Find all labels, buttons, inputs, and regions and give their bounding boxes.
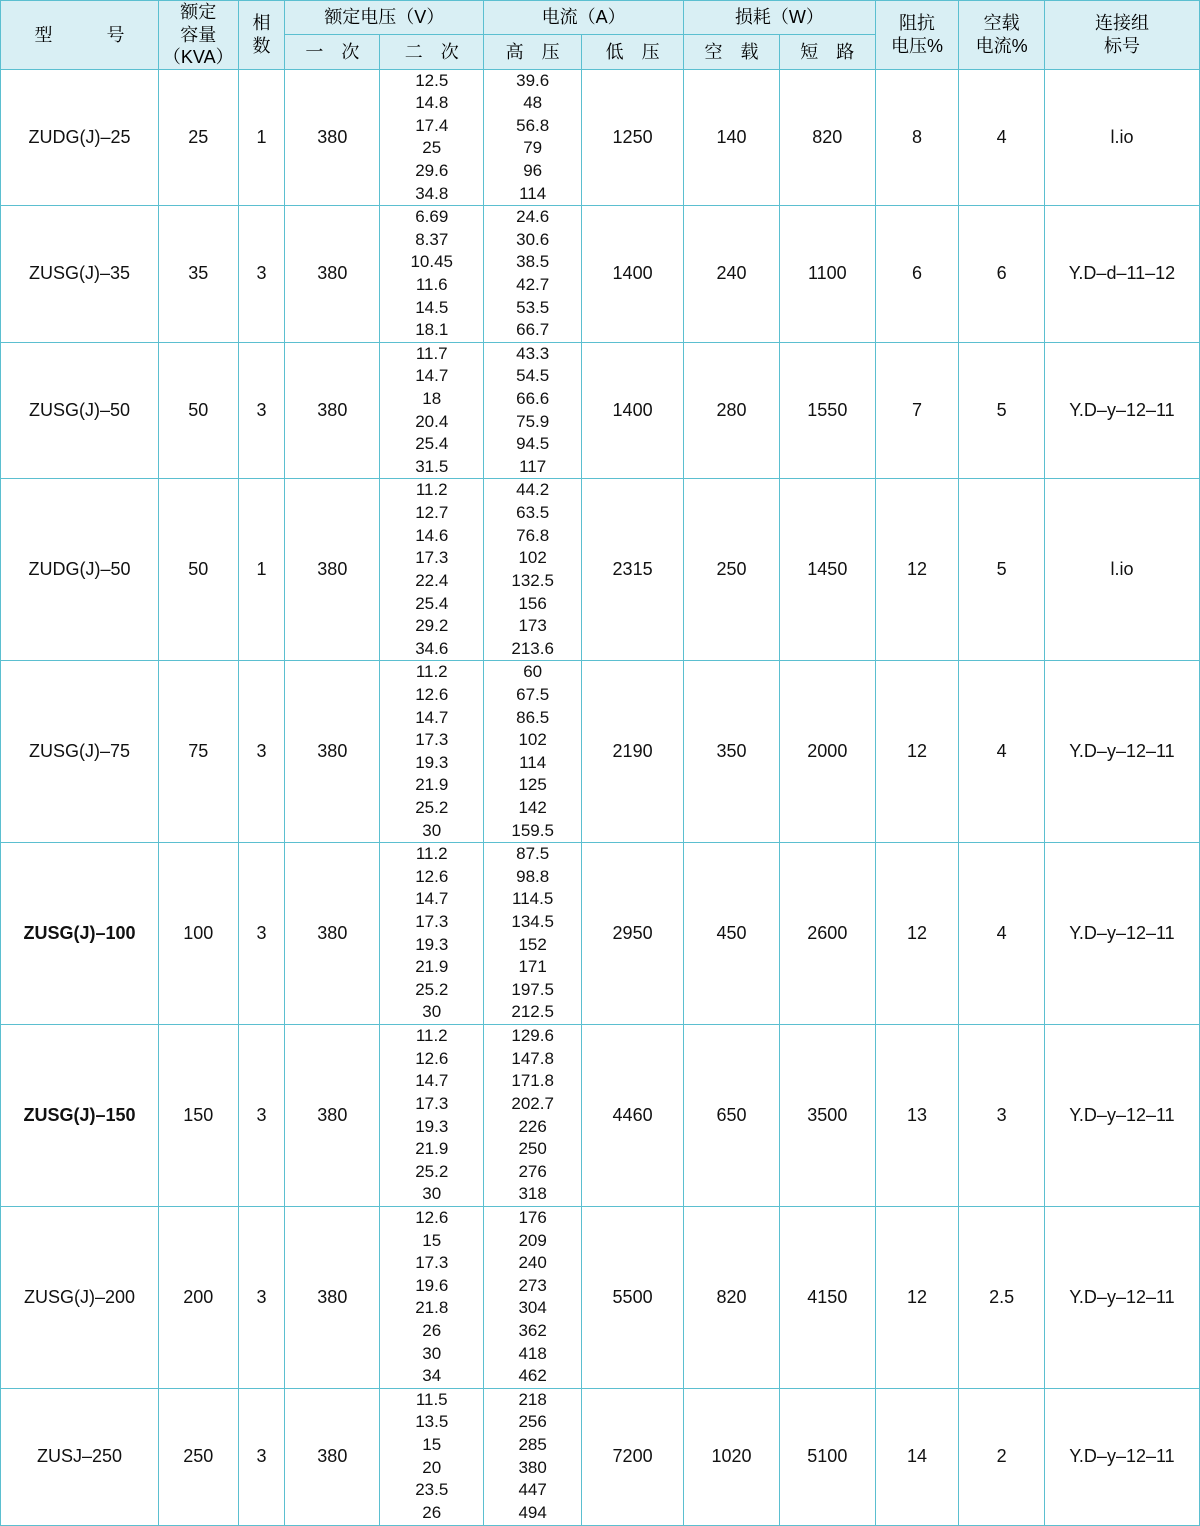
cell-secondary-voltage (380, 342, 484, 479)
value-item: 96 (523, 160, 543, 180)
value-item: 30.6 (516, 229, 550, 249)
table-row (1, 1025, 1200, 1207)
cell-impedance: 12 (875, 479, 959, 661)
value-item: 14.8 (415, 93, 449, 113)
value-item: 218 (518, 1389, 547, 1409)
value-item: 318 (518, 1184, 547, 1204)
cell-low-voltage-current: 2190 (582, 661, 684, 843)
value-item: 43.3 (516, 343, 550, 363)
value-item: 21.8 (415, 1298, 449, 1318)
value-item: 17.4 (415, 115, 449, 135)
value-item: 12.6 (415, 866, 449, 886)
cell-capacity: 75 (159, 661, 239, 843)
cell-secondary-voltage (380, 843, 484, 1025)
cell-no-load-loss: 450 (684, 843, 780, 1025)
cell-no-load-loss: 240 (684, 206, 780, 343)
cell-primary-voltage: 380 (285, 661, 380, 843)
cell-model: ZUDG(J)–25 (1, 69, 159, 206)
value-item: 14.7 (415, 707, 449, 727)
value-item: 17.3 (415, 912, 449, 932)
cell-no-load-loss: 250 (684, 479, 780, 661)
value-item: 447 (518, 1480, 547, 1500)
value-item: 66.7 (516, 320, 550, 340)
value-item: 494 (518, 1502, 547, 1522)
cell-short-circuit-loss: 1100 (779, 206, 875, 343)
header-connection-group: 连接组 标号 (1044, 1, 1199, 70)
cell-high-voltage-current (484, 206, 582, 343)
value-item: 29.2 (415, 616, 449, 636)
cell-connection-group: Y.D–d–11–12 (1044, 206, 1199, 343)
value-item: 29.6 (415, 160, 449, 180)
header-high-voltage: 高 压 (484, 35, 582, 69)
value-item: 117 (519, 456, 547, 476)
cell-secondary-voltage (380, 479, 484, 661)
value-item: 132.5 (511, 570, 554, 590)
cell-connection-group: Y.D–y–12–11 (1044, 661, 1199, 843)
table-header (1, 1, 1200, 70)
cell-no-load-loss: 140 (684, 69, 780, 206)
cell-high-voltage-current (484, 342, 582, 479)
cell-no-load-loss: 820 (684, 1206, 780, 1388)
cell-low-voltage-current: 4460 (582, 1025, 684, 1207)
value-item: 17.3 (415, 548, 449, 568)
cell-short-circuit-loss: 1550 (779, 342, 875, 479)
cell-phase: 3 (238, 1206, 285, 1388)
value-item: 14.6 (415, 525, 449, 545)
header-phase: 相 数 (238, 1, 285, 70)
value-item: 17.3 (415, 1093, 449, 1113)
cell-low-voltage-current: 5500 (582, 1206, 684, 1388)
value-item: 26 (422, 1502, 442, 1522)
value-item: 102 (518, 548, 547, 568)
value-item: 12.6 (415, 684, 449, 704)
cell-phase: 3 (238, 1025, 285, 1207)
cell-primary-voltage: 380 (285, 69, 380, 206)
value-item: 226 (518, 1116, 547, 1136)
cell-no-load-current: 4 (959, 69, 1045, 206)
value-item: 15 (422, 1230, 442, 1250)
cell-phase: 3 (238, 206, 285, 343)
cell-primary-voltage: 380 (285, 206, 380, 343)
cell-primary-voltage: 380 (285, 1388, 380, 1525)
value-item: 42.7 (516, 274, 550, 294)
table-body (1, 69, 1200, 1525)
value-item: 147.8 (511, 1048, 554, 1068)
value-item: 114.5 (512, 889, 554, 909)
value-item: 380 (518, 1457, 547, 1477)
value-item: 202.7 (511, 1093, 554, 1113)
table-row (1, 69, 1200, 206)
header-primary: 一 次 (285, 35, 380, 69)
cell-high-voltage-current (484, 843, 582, 1025)
cell-no-load-loss: 650 (684, 1025, 780, 1207)
value-item: 142 (518, 798, 547, 817)
value-item: 11.2 (415, 844, 448, 864)
cell-phase: 1 (238, 69, 285, 206)
cell-connection-group: Y.D–y–12–11 (1044, 1025, 1199, 1207)
cell-phase: 3 (238, 342, 285, 479)
value-item: 10.45 (410, 252, 453, 272)
cell-secondary-voltage (380, 206, 484, 343)
cell-high-voltage-current (484, 1206, 582, 1388)
value-item: 98.8 (516, 866, 550, 886)
value-item: 19.3 (415, 1116, 449, 1136)
value-item: 20.4 (415, 411, 449, 431)
value-item: 18.1 (415, 320, 449, 340)
value-item: 75.9 (516, 411, 550, 431)
table-row (1, 1206, 1200, 1388)
cell-no-load-loss: 1020 (684, 1388, 780, 1525)
value-item: 212.5 (511, 1002, 554, 1022)
value-item: 87.5 (516, 844, 550, 864)
header-no-load-current: 空载 电流% (959, 1, 1045, 70)
table-row (1, 843, 1200, 1025)
value-item: 34.6 (415, 638, 449, 658)
value-item: 14.7 (415, 1071, 449, 1091)
cell-short-circuit-loss: 820 (779, 69, 875, 206)
header-rated-voltage: 额定电压（V） (285, 1, 484, 35)
cell-phase: 3 (238, 843, 285, 1025)
cell-model: ZUSG(J)–100 (1, 843, 159, 1025)
value-item: 304 (518, 1298, 547, 1318)
value-item: 23.5 (415, 1480, 449, 1500)
value-item: 12.6 (415, 1207, 449, 1227)
cell-no-load-current: 5 (959, 342, 1045, 479)
value-item: 21.9 (415, 775, 449, 795)
value-item: 276 (518, 1161, 547, 1181)
cell-capacity: 200 (159, 1206, 239, 1388)
value-item: 76.8 (516, 525, 550, 545)
value-item: 14.7 (415, 889, 449, 909)
value-item: 285 (518, 1435, 547, 1455)
header-model: 型 号 (1, 1, 159, 70)
cell-model: ZUSJ–250 (1, 1388, 159, 1525)
cell-no-load-current: 2 (959, 1388, 1045, 1525)
cell-connection-group: Y.D–y–12–11 (1044, 843, 1199, 1025)
value-item: 63.5 (516, 503, 550, 523)
value-item: 125 (518, 775, 547, 795)
cell-no-load-current: 4 (959, 661, 1045, 843)
value-item: 34.8 (415, 183, 449, 203)
cell-no-load-current: 5 (959, 479, 1045, 661)
value-item: 11.2 (415, 1026, 448, 1046)
value-item: 17.3 (415, 1253, 449, 1273)
cell-short-circuit-loss: 5100 (779, 1388, 875, 1525)
value-item: 94.5 (516, 434, 550, 454)
value-item: 240 (518, 1253, 547, 1273)
value-item: 60 (523, 662, 543, 682)
header-capacity: 额定 容量 （KVA） (159, 1, 239, 70)
cell-capacity: 25 (159, 69, 239, 206)
value-item: 14.5 (415, 297, 449, 317)
cell-primary-voltage: 380 (285, 342, 380, 479)
header-no-load-loss: 空 载 (684, 35, 780, 69)
value-item: 38.5 (516, 252, 550, 272)
table-row (1, 661, 1200, 843)
value-item: 25.4 (415, 593, 449, 613)
value-item: 114 (519, 752, 547, 772)
value-item: 25.2 (415, 1161, 449, 1181)
cell-impedance: 12 (875, 843, 959, 1025)
value-item: 66.6 (516, 389, 550, 409)
cell-short-circuit-loss: 1450 (779, 479, 875, 661)
value-item: 53.5 (516, 297, 550, 317)
cell-low-voltage-current: 2315 (582, 479, 684, 661)
header-loss: 损耗（W） (684, 1, 876, 35)
value-item: 25.2 (415, 979, 449, 999)
cell-short-circuit-loss: 3500 (779, 1025, 875, 1207)
value-item: 12.6 (415, 1048, 449, 1068)
value-item: 129.6 (511, 1026, 554, 1046)
value-item: 159.5 (511, 820, 554, 840)
cell-no-load-current: 2.5 (959, 1206, 1045, 1388)
value-item: 418 (518, 1343, 547, 1363)
cell-impedance: 8 (875, 69, 959, 206)
value-item: 209 (518, 1230, 547, 1250)
value-item: 25.2 (415, 798, 449, 817)
cell-impedance: 12 (875, 661, 959, 843)
cell-high-voltage-current (484, 1025, 582, 1207)
value-item: 26 (422, 1321, 442, 1341)
cell-model: ZUSG(J)–75 (1, 661, 159, 843)
value-item: 56.8 (516, 115, 550, 135)
value-item: 79 (523, 138, 543, 158)
cell-model: ZUSG(J)–35 (1, 206, 159, 343)
value-item: 102 (518, 730, 547, 750)
cell-impedance: 12 (875, 1206, 959, 1388)
value-item: 197.5 (511, 979, 554, 999)
cell-low-voltage-current: 2950 (582, 843, 684, 1025)
value-item: 67.5 (516, 684, 550, 704)
value-item: 362 (518, 1321, 547, 1341)
cell-no-load-current: 6 (959, 206, 1045, 343)
cell-capacity: 50 (159, 479, 239, 661)
cell-impedance: 6 (875, 206, 959, 343)
cell-secondary-voltage (380, 69, 484, 206)
value-item: 17.3 (415, 730, 449, 750)
value-item: 30 (422, 1343, 442, 1363)
cell-low-voltage-current: 1400 (582, 342, 684, 479)
value-item: 39.6 (516, 70, 550, 90)
cell-model: ZUSG(J)–150 (1, 1025, 159, 1207)
value-item: 34 (422, 1366, 442, 1386)
header-low-voltage: 低 压 (582, 35, 684, 69)
value-item: 171 (518, 957, 547, 977)
cell-secondary-voltage (380, 661, 484, 843)
value-item: 134.5 (511, 912, 554, 932)
cell-no-load-current: 3 (959, 1025, 1045, 1207)
header-impedance: 阻抗 电压% (875, 1, 959, 70)
value-item: 6.69 (415, 207, 449, 227)
cell-impedance: 14 (875, 1388, 959, 1525)
cell-model: ZUDG(J)–50 (1, 479, 159, 661)
cell-capacity: 250 (159, 1388, 239, 1525)
value-item: 24.6 (516, 207, 550, 227)
value-item: 18 (422, 389, 442, 409)
cell-no-load-loss: 280 (684, 342, 780, 479)
cell-model: ZUSG(J)–50 (1, 342, 159, 479)
cell-high-voltage-current (484, 69, 582, 206)
cell-connection-group: Y.D–y–12–11 (1044, 1206, 1199, 1388)
value-item: 256 (518, 1412, 547, 1432)
cell-capacity: 100 (159, 843, 239, 1025)
header-short-circuit-loss: 短 路 (779, 35, 875, 69)
cell-primary-voltage: 380 (285, 1206, 380, 1388)
table-row (1, 206, 1200, 343)
cell-short-circuit-loss: 2600 (779, 843, 875, 1025)
value-item: 11.2 (415, 480, 448, 500)
value-item: 11.2 (415, 662, 448, 682)
value-item: 114 (519, 183, 547, 203)
cell-impedance: 7 (875, 342, 959, 479)
value-item: 171.8 (511, 1071, 554, 1091)
value-item: 12.7 (415, 503, 449, 523)
value-item: 21.9 (415, 957, 449, 977)
value-item: 22.4 (415, 570, 449, 590)
cell-impedance: 13 (875, 1025, 959, 1207)
value-item: 25 (422, 138, 442, 158)
cell-no-load-loss: 350 (684, 661, 780, 843)
cell-primary-voltage: 380 (285, 479, 380, 661)
value-item: 30 (422, 1002, 442, 1022)
cell-connection-group: Y.D–y–12–11 (1044, 1388, 1199, 1525)
value-item: 12.5 (415, 70, 449, 90)
value-item: 156 (518, 593, 547, 613)
value-item: 19.3 (415, 752, 449, 772)
value-item: 8.37 (415, 229, 449, 249)
value-item: 213.6 (511, 638, 554, 658)
cell-capacity: 50 (159, 342, 239, 479)
table-row (1, 342, 1200, 479)
value-item: 250 (518, 1139, 547, 1159)
value-item: 462 (518, 1366, 547, 1386)
cell-primary-voltage: 380 (285, 1025, 380, 1207)
header-secondary: 二 次 (380, 35, 484, 69)
cell-secondary-voltage (380, 1206, 484, 1388)
cell-capacity: 150 (159, 1025, 239, 1207)
value-item: 19.3 (415, 934, 449, 954)
value-item: 30 (422, 1184, 442, 1204)
cell-no-load-current: 4 (959, 843, 1045, 1025)
value-item: 86.5 (516, 707, 550, 727)
value-item: 13.5 (415, 1412, 449, 1432)
cell-low-voltage-current: 1400 (582, 206, 684, 343)
cell-phase: 1 (238, 479, 285, 661)
cell-short-circuit-loss: 4150 (779, 1206, 875, 1388)
value-item: 15 (422, 1435, 442, 1455)
value-item: 173 (518, 616, 547, 636)
value-item: 152 (518, 934, 547, 954)
cell-connection-group: l.io (1044, 69, 1199, 206)
value-item: 11.5 (415, 1389, 448, 1409)
cell-capacity: 35 (159, 206, 239, 343)
cell-phase: 3 (238, 1388, 285, 1525)
cell-secondary-voltage (380, 1025, 484, 1207)
cell-phase: 3 (238, 661, 285, 843)
value-item: 19.6 (415, 1275, 449, 1295)
header-row-1 (1, 1, 1200, 35)
table-row (1, 479, 1200, 661)
value-item: 14.7 (415, 366, 449, 386)
value-item: 11.6 (415, 274, 448, 294)
header-current: 电流（A） (484, 1, 684, 35)
cell-low-voltage-current: 7200 (582, 1388, 684, 1525)
value-item: 176 (518, 1207, 547, 1227)
cell-low-voltage-current: 1250 (582, 69, 684, 206)
value-item: 11.7 (415, 343, 448, 363)
value-item: 31.5 (415, 456, 449, 476)
value-item: 273 (518, 1275, 547, 1295)
value-item: 54.5 (516, 366, 550, 386)
cell-high-voltage-current (484, 479, 582, 661)
value-item: 25.4 (415, 434, 449, 454)
cell-connection-group: l.io (1044, 479, 1199, 661)
cell-short-circuit-loss: 2000 (779, 661, 875, 843)
value-item: 48 (523, 93, 543, 113)
value-item: 20 (422, 1457, 442, 1477)
cell-connection-group: Y.D–y–12–11 (1044, 342, 1199, 479)
cell-primary-voltage: 380 (285, 843, 380, 1025)
cell-high-voltage-current (484, 661, 582, 843)
value-item: 21.9 (415, 1139, 449, 1159)
value-item: 30 (422, 820, 442, 840)
value-item: 44.2 (516, 480, 550, 500)
cell-model: ZUSG(J)–200 (1, 1206, 159, 1388)
